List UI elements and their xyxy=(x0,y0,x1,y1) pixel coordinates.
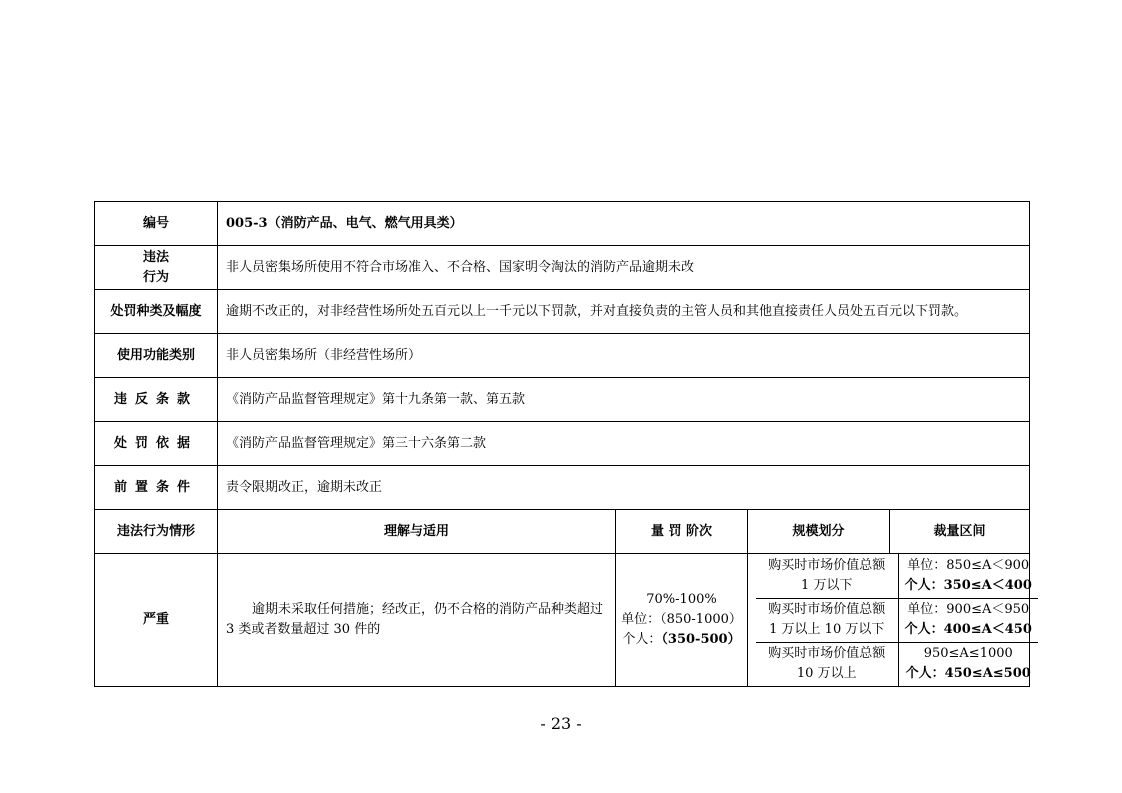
severe-level xyxy=(616,554,748,687)
code-value: 005-3（消防产品、电气、燃气用具类） xyxy=(218,202,1030,246)
severe-level-person-value: （350-500） xyxy=(661,632,741,647)
severe-level-percent: 70%-100% xyxy=(646,592,717,607)
row-code xyxy=(95,202,1030,246)
tier-1-scale-line2: 1 万以下 xyxy=(801,577,853,593)
header-range: 裁量区间 xyxy=(890,510,1030,554)
severe-level-person-prefix: 个人： xyxy=(622,632,662,647)
row-behavior xyxy=(95,246,1030,290)
tier-2-unit-range: 单位：900≤A＜950 xyxy=(907,602,1030,617)
row-penalty-basis xyxy=(95,422,1030,466)
severe-level-person xyxy=(618,630,745,650)
row-penalty-type xyxy=(95,290,1030,334)
header-scale: 规模划分 xyxy=(748,510,890,554)
tier-row xyxy=(756,554,1038,598)
violated-clause-label: 违反条款 xyxy=(95,378,218,422)
tier-row xyxy=(756,598,1038,642)
tier-3-unit-range: 950≤A≤1000 xyxy=(923,646,1013,662)
tier-3-scale-line2: 10 万以上 xyxy=(796,666,857,682)
precondition-label: 前置条件 xyxy=(95,466,218,510)
severe-level-unit: 单位：（850-1000） xyxy=(621,612,742,627)
tier-2-scale-line1: 购买时市场价值总额 xyxy=(768,602,886,617)
page-number: - 23 - xyxy=(540,714,582,733)
tier-1-scale-line1: 购买时市场价值总额 xyxy=(768,557,886,573)
tier-2-scale-line2: 1 万以上 10 万以下 xyxy=(769,622,885,637)
tier-1-range xyxy=(898,554,1038,598)
row-headers xyxy=(95,510,1030,554)
row-violated-clause xyxy=(95,378,1030,422)
severe-understanding: 逾期未采取任何措施；经改正，仍不合格的消防产品种类超过 3 类或者数量超过 30 件的 xyxy=(218,554,616,687)
penalty-basis-value: 《消防产品监督管理规定》第三十六条第二款 xyxy=(218,422,1030,466)
violated-clause-value: 《消防产品监督管理规定》第十九条第一款、第五款 xyxy=(218,378,1030,422)
tier-2-range xyxy=(898,598,1038,642)
penalty-type-label: 处罚种类及幅度 xyxy=(95,290,218,334)
precondition-value: 责令限期改正，逾期未改正 xyxy=(218,466,1030,510)
penalty-basis-label: 处罚依据 xyxy=(95,422,218,466)
discretion-table xyxy=(94,201,1030,687)
header-understanding: 理解与适用 xyxy=(218,510,616,554)
tier-3-person-range: 个人：450≤A≤500 xyxy=(905,666,1031,682)
header-situation: 违法行为情形 xyxy=(95,510,218,554)
code-label: 编号 xyxy=(95,202,218,246)
tier-table xyxy=(756,554,1038,686)
function-category-value: 非人员密集场所（非经营性场所） xyxy=(218,334,1030,378)
tier-1-person-range: 个人：350≤A＜400 xyxy=(904,577,1032,593)
behavior-label-line1: 违法 xyxy=(142,249,169,265)
tier-2-person-range: 个人：400≤A＜450 xyxy=(904,622,1032,637)
tier-row xyxy=(756,642,1038,686)
function-category-label: 使用功能类别 xyxy=(95,334,218,378)
tier-1-scale xyxy=(756,554,898,598)
row-severe xyxy=(95,554,1030,687)
row-precondition xyxy=(95,466,1030,510)
severe-tiers xyxy=(748,554,1030,687)
tier-3-scale-line1: 购买时市场价值总额 xyxy=(768,646,886,662)
penalty-type-value: 逾期不改正的，对非经营性场所处五百元以上一千元以下罚款，并对直接负责的主管人员和其他直接责任人员处五百元以下罚款。 xyxy=(218,290,1030,334)
tier-3-scale xyxy=(756,642,898,686)
behavior-value: 非人员密集场所使用不符合市场准入、不合格、国家明令淘汰的消防产品逾期未改 xyxy=(218,246,1030,290)
behavior-label xyxy=(95,246,218,290)
row-function-category xyxy=(95,334,1030,378)
tier-2-scale xyxy=(756,598,898,642)
severe-label: 严重 xyxy=(95,554,218,687)
tier-3-range xyxy=(898,642,1038,686)
tier-1-unit-range: 单位：850≤A＜900 xyxy=(907,557,1030,573)
header-level: 量 罚 阶次 xyxy=(616,510,748,554)
behavior-label-line2: 行为 xyxy=(142,269,169,285)
